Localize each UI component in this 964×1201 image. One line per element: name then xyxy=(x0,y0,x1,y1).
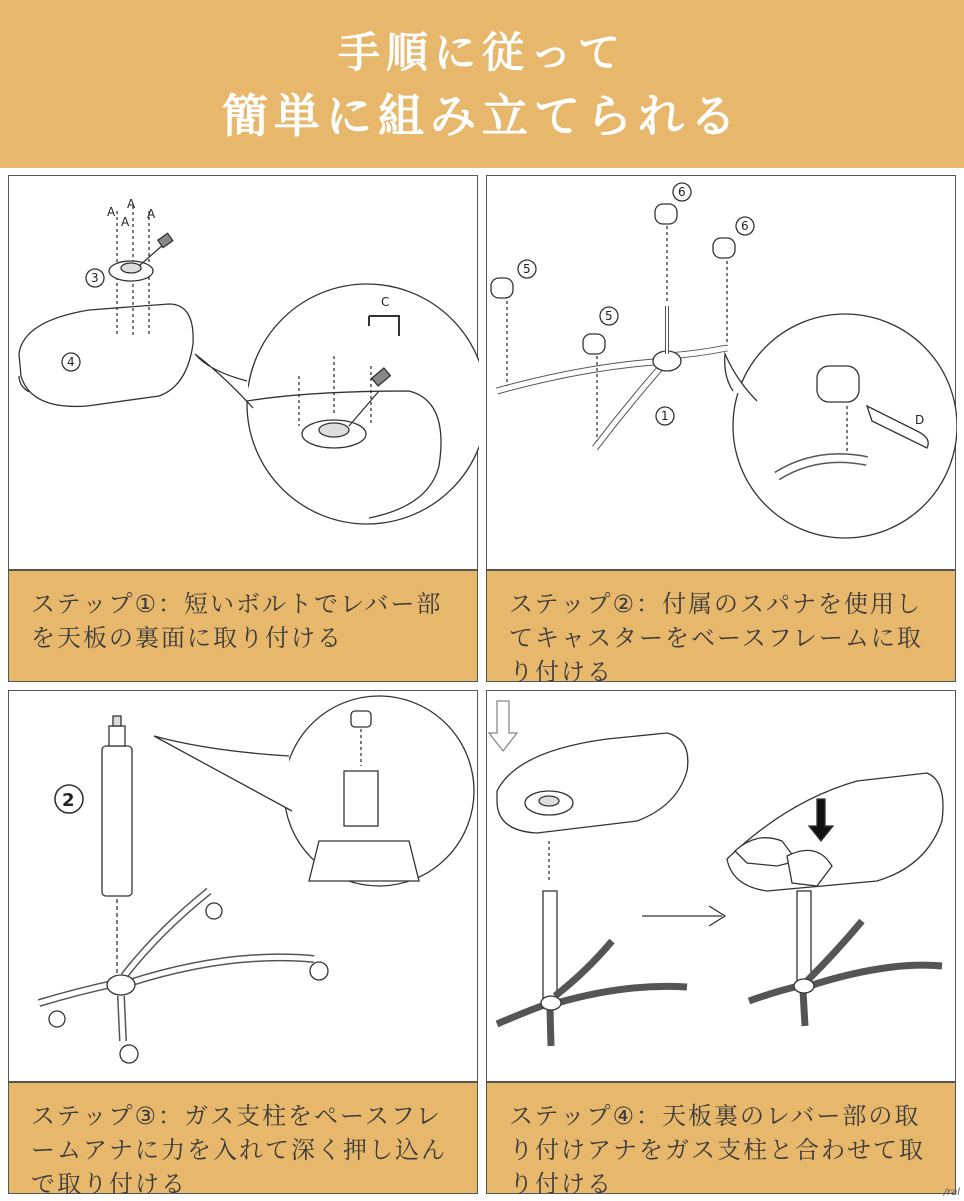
step1-label-part4: 4 xyxy=(67,355,75,369)
step4-caption: ステップ④：天板裏のレバー部の取り付けアナをガス支柱と合わせて取り付ける xyxy=(486,1082,956,1194)
step2-label-6a: 6 xyxy=(678,185,686,199)
step1-label-part3: 3 xyxy=(91,271,99,285)
step3-label-2: 2 xyxy=(62,790,75,811)
step1-caption: ステップ①：短いボルトでレバー部を天板の裏面に取り付ける xyxy=(8,570,478,682)
step2-label-5a: 5 xyxy=(523,262,531,276)
step3-caption: ステップ③：ガス支柱をペースフレームアナに力を入れて深く押し込んで取り付ける xyxy=(8,1082,478,1194)
step1-label-c: C xyxy=(381,295,390,309)
step1-label-a2: A xyxy=(127,197,136,211)
header-banner xyxy=(0,0,964,168)
step1-label-a3: A xyxy=(121,215,130,229)
step2-caption: ステップ②：付属のスパナを使用してキャスターをベースフレームに取り付ける xyxy=(486,570,956,682)
step2-label-1: 1 xyxy=(661,409,669,423)
signature: /ral xyxy=(943,1187,960,1198)
step2-label-5b: 5 xyxy=(605,309,613,323)
step2-illustration xyxy=(486,175,956,570)
step4-illustration xyxy=(486,690,956,1082)
step1-illustration xyxy=(8,175,478,570)
step2-label-6b: 6 xyxy=(741,219,749,233)
step1-label-a4: A xyxy=(147,207,156,221)
step3-illustration xyxy=(8,690,478,1082)
header-title-line2: 簡単に組み立てられる xyxy=(222,89,742,143)
header-title-line1: 手順に従って xyxy=(337,28,626,77)
step2-label-d: D xyxy=(915,413,925,427)
step1-label-a1: A xyxy=(107,205,116,219)
